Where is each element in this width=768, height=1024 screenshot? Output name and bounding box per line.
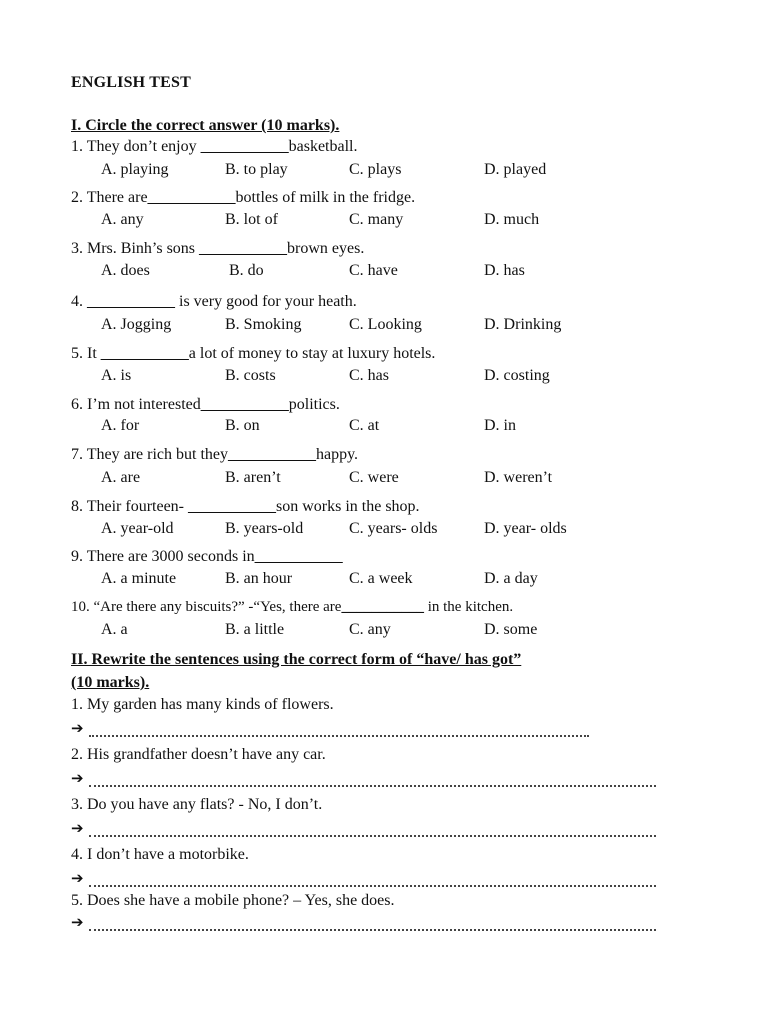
question-3-options xyxy=(0,262,768,282)
question-9-blank: ___________ xyxy=(254,548,343,565)
rewrite-answer-5[interactable] xyxy=(71,913,656,933)
question-3-after: brown eyes. xyxy=(287,240,365,257)
option-a[interactable]: A. a minute xyxy=(101,570,177,587)
option-c[interactable]: C. plays xyxy=(349,161,402,178)
question-1-after: basketball. xyxy=(288,138,358,155)
question-2-blank: ___________ xyxy=(147,189,236,206)
question-5-options xyxy=(0,367,768,387)
option-d[interactable]: D. costing xyxy=(484,367,550,384)
question-6-before: 6. I’m not interested xyxy=(71,396,201,413)
dotted-answer-line xyxy=(89,885,656,887)
question-4 xyxy=(71,293,357,311)
question-7-blank: ___________ xyxy=(227,446,316,463)
question-6-options xyxy=(0,417,768,437)
option-a[interactable]: A. for xyxy=(101,417,140,434)
dotted-answer-line xyxy=(89,835,656,837)
section-2-heading: II. Rewrite the sentences using the correct form of “have/ has got” xyxy=(71,651,522,668)
page-title: ENGLISH TEST xyxy=(71,74,191,91)
rewrite-sentence-5: 5. Does she have a mobile phone? – Yes, she does. xyxy=(71,892,395,909)
rewrite-answer-1[interactable] xyxy=(71,719,589,739)
option-c[interactable]: C. at xyxy=(349,417,380,434)
question-10-options xyxy=(0,621,768,641)
section-2-heading-marks: (10 marks). xyxy=(71,674,150,691)
question-3 xyxy=(71,240,364,258)
option-d[interactable]: D. year- olds xyxy=(484,520,567,537)
arrow-icon: ➔ xyxy=(71,913,84,931)
question-6-blank: ___________ xyxy=(200,396,289,413)
option-d[interactable]: D. much xyxy=(484,211,540,228)
option-a[interactable]: A. playing xyxy=(101,161,169,178)
question-7-after: happy. xyxy=(315,446,359,463)
question-7-before: 7. They are rich but they xyxy=(71,446,228,463)
option-c[interactable]: C. has xyxy=(349,367,389,384)
arrow-icon: ➔ xyxy=(71,819,84,837)
question-8-before: 8. Their fourteen- xyxy=(71,498,188,515)
question-2-options xyxy=(0,211,768,231)
rewrite-sentence-3: 3. Do you have any flats? - No, I don’t. xyxy=(71,796,323,813)
rewrite-answer-2[interactable] xyxy=(71,769,656,789)
option-c[interactable]: C. were xyxy=(349,469,399,486)
dotted-answer-line xyxy=(89,785,656,787)
question-1-before: 1. They don’t enjoy xyxy=(71,138,201,155)
dotted-answer-line xyxy=(89,929,656,931)
question-6 xyxy=(71,396,340,414)
rewrite-sentence-4: 4. I don’t have a motorbike. xyxy=(71,846,249,863)
option-a[interactable]: A. is xyxy=(101,367,132,384)
option-d[interactable]: D. played xyxy=(484,161,547,178)
option-d[interactable]: D. a day xyxy=(484,570,538,587)
question-2-before: 2. There are xyxy=(71,189,148,206)
option-c[interactable]: C. Looking xyxy=(349,316,422,333)
option-c[interactable]: C. have xyxy=(349,262,398,279)
question-1 xyxy=(71,138,358,156)
question-5-blank: ___________ xyxy=(100,345,189,362)
option-c[interactable]: C. a week xyxy=(349,570,413,587)
option-c[interactable]: C. years- olds xyxy=(349,520,438,537)
option-b[interactable]: B. a little xyxy=(225,621,285,638)
arrow-icon: ➔ xyxy=(71,769,84,787)
question-10-blank: ___________ xyxy=(341,599,424,615)
question-10 xyxy=(71,599,513,616)
question-1-blank: ___________ xyxy=(200,138,289,155)
question-8-options xyxy=(0,520,768,540)
section-1-heading: I. Circle the correct answer (10 marks). xyxy=(71,117,340,134)
option-a[interactable]: A. are xyxy=(101,469,141,486)
rewrite-sentence-1: 1. My garden has many kinds of flowers. xyxy=(71,696,334,713)
question-10-before: 10. “Are there any biscuits?” -“Yes, there are xyxy=(71,599,342,615)
option-b[interactable]: B. aren’t xyxy=(225,469,281,486)
question-5 xyxy=(71,345,435,363)
rewrite-answer-3[interactable] xyxy=(71,819,656,839)
question-1-options xyxy=(0,161,768,181)
option-b[interactable]: B. do xyxy=(229,262,264,279)
question-3-before: 3. Mrs. Binh’s sons xyxy=(71,240,200,257)
question-5-before: 5. It xyxy=(71,345,101,362)
option-b[interactable]: B. to play xyxy=(225,161,288,178)
option-d[interactable]: D. Drinking xyxy=(484,316,562,333)
arrow-icon: ➔ xyxy=(71,719,84,737)
rewrite-sentence-2: 2. His grandfather doesn’t have any car. xyxy=(71,746,326,763)
question-9-before: 9. There are 3000 seconds in xyxy=(71,548,255,565)
option-b[interactable]: B. lot of xyxy=(225,211,278,228)
question-9 xyxy=(71,548,343,566)
question-2-after: bottles of milk in the fridge. xyxy=(235,189,416,206)
question-4-after: is very good for your heath. xyxy=(175,293,357,310)
option-a[interactable]: A. Jogging xyxy=(101,316,172,333)
option-d[interactable]: D. has xyxy=(484,262,525,279)
question-10-after: in the kitchen. xyxy=(423,599,514,615)
option-a[interactable]: A. does xyxy=(101,262,150,279)
option-a[interactable]: A. a xyxy=(101,621,128,638)
option-a[interactable]: A. any xyxy=(101,211,144,228)
option-b[interactable]: B. years-old xyxy=(225,520,304,537)
question-5-after: a lot of money to stay at luxury hotels. xyxy=(188,345,436,362)
question-6-after: politics. xyxy=(288,396,340,413)
question-4-blank: ___________ xyxy=(87,293,175,310)
option-d[interactable]: D. weren’t xyxy=(484,469,553,486)
option-b[interactable]: B. an hour xyxy=(225,570,293,587)
arrow-icon: ➔ xyxy=(71,869,84,887)
question-2 xyxy=(71,189,415,207)
option-c[interactable]: C. any xyxy=(349,621,391,638)
question-4-before: 4. xyxy=(71,293,87,310)
question-7 xyxy=(71,446,358,464)
option-d[interactable]: D. some xyxy=(484,621,538,638)
question-8-after: son works in the shop. xyxy=(276,498,420,515)
option-b[interactable]: B. on xyxy=(225,417,260,434)
rewrite-answer-4[interactable] xyxy=(71,869,656,889)
question-7-options xyxy=(0,469,768,489)
question-8 xyxy=(71,498,420,516)
question-3-blank: ___________ xyxy=(199,240,288,257)
dotted-answer-line xyxy=(89,735,589,737)
question-4-options xyxy=(0,316,768,336)
option-c[interactable]: C. many xyxy=(349,211,404,228)
option-a[interactable]: A. year-old xyxy=(101,520,174,537)
question-9-options xyxy=(0,570,768,590)
option-b[interactable]: B. Smoking xyxy=(225,316,302,333)
question-8-blank: ___________ xyxy=(188,498,276,515)
option-d[interactable]: D. in xyxy=(484,417,516,434)
option-b[interactable]: B. costs xyxy=(225,367,276,384)
